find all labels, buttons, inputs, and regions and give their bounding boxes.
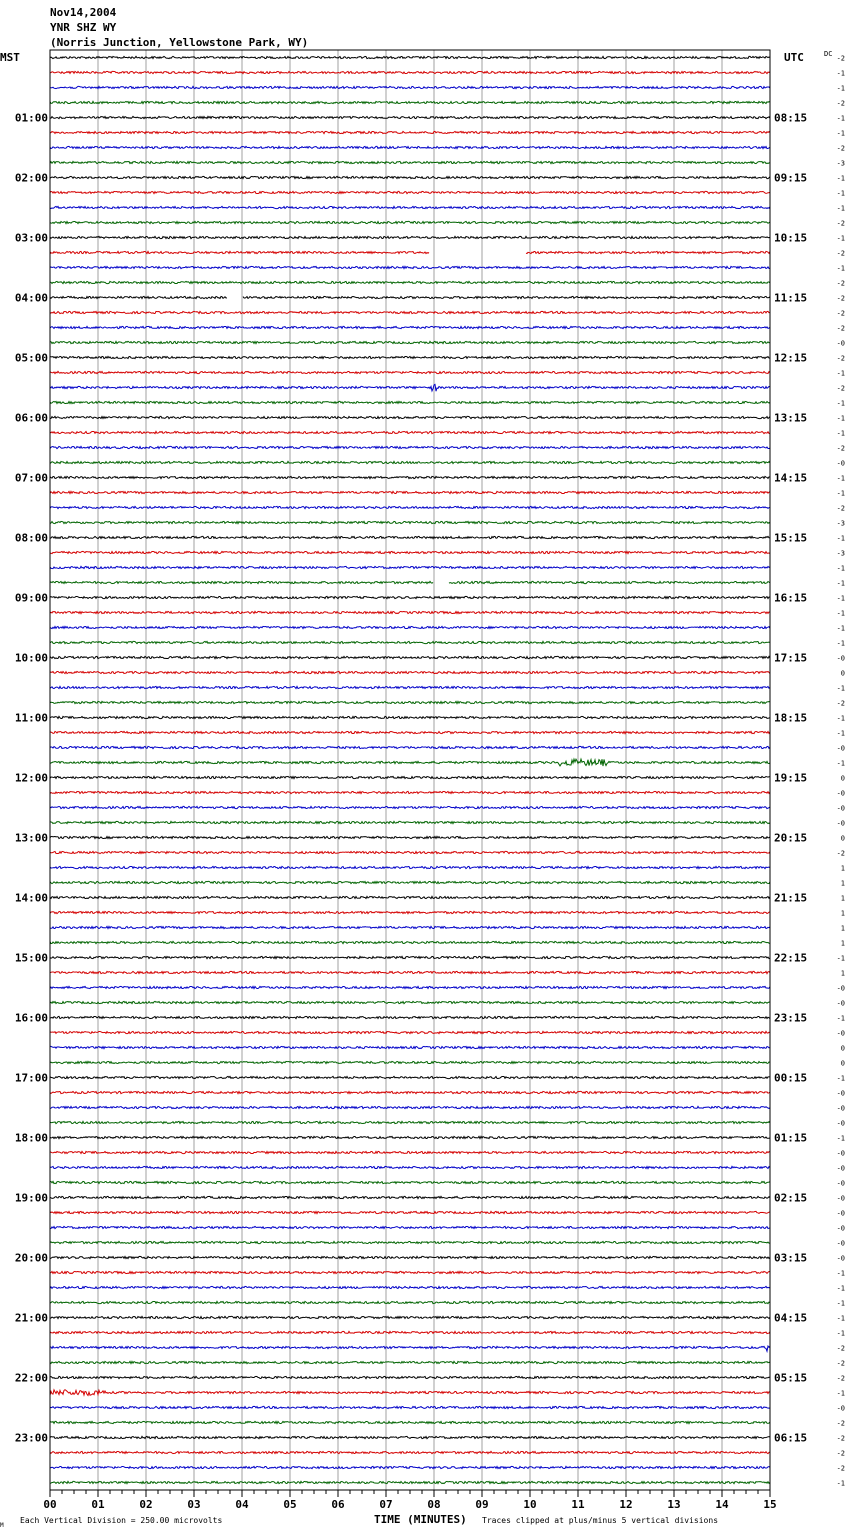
utc-hour-label: 12:15: [774, 351, 808, 365]
trace-row: [50, 1331, 770, 1333]
trace-row: [50, 759, 770, 766]
mst-hour-label: 17:00: [14, 1071, 48, 1085]
mst-hour-label: 02:00: [14, 171, 48, 185]
dc-offset-label: -0: [836, 804, 845, 813]
dc-offset-label: 1: [840, 939, 845, 948]
dc-offset-label: -1: [836, 729, 845, 738]
mst-hour-label: 14:00: [14, 891, 48, 905]
dc-offset-label: 1: [840, 909, 845, 918]
trace-row: [50, 1436, 770, 1438]
mst-hour-label: 01:00: [14, 111, 48, 125]
dc-offset-label: -1: [836, 84, 845, 93]
x-tick-label: 10: [523, 1498, 537, 1511]
grid: [98, 50, 722, 1490]
trace-row: [50, 1211, 770, 1213]
trace-row: [50, 86, 770, 88]
utc-hour-label: 09:15: [774, 171, 808, 185]
dc-offset-label: -1: [836, 1329, 845, 1338]
trace-row: [50, 1031, 770, 1033]
labels: [0, 6, 832, 1529]
trace-row: [50, 731, 770, 733]
dc-offset-label: -0: [836, 1179, 845, 1188]
trace-row: [50, 116, 770, 118]
utc-hour-label: 19:15: [774, 771, 808, 785]
trace-row: [50, 131, 770, 133]
x-tick-label: 15: [763, 1498, 777, 1511]
trace-row: [50, 446, 770, 448]
x-tick-label: 05: [283, 1498, 297, 1511]
dc-offset-label: -2: [836, 1419, 845, 1428]
dc-offset-label: -2: [836, 144, 845, 153]
utc-hour-label: 10:15: [774, 231, 808, 245]
mst-hour-label: 12:00: [14, 771, 48, 785]
utc-hour-label: 03:15: [774, 1251, 808, 1265]
mst-hour-label: 18:00: [14, 1131, 48, 1145]
dc-offset-label: -2: [836, 324, 845, 333]
dc-offset-label: -2: [836, 219, 845, 228]
trace-row: [50, 1001, 770, 1003]
trace-row: [50, 536, 770, 538]
trace-row: [50, 596, 770, 598]
x-tick-label: 04: [235, 1498, 249, 1511]
x-axis: [43, 1490, 776, 1511]
trace-row: [50, 521, 770, 523]
station-label: YNR SHZ WY: [50, 21, 117, 34]
dc-offset-label: -0: [836, 819, 845, 828]
mst-hour-label: 10:00: [14, 651, 48, 665]
location-label: (Norris Junction, Yellowstone Park, WY): [50, 36, 309, 49]
trace-row: [50, 1451, 770, 1453]
dc-offset-label: -1: [836, 609, 845, 618]
trace-row: [50, 1241, 770, 1243]
dc-offset-label: -2: [836, 354, 845, 363]
trace-row: [50, 1106, 770, 1108]
dc-offset-label: -2: [836, 309, 845, 318]
dc-offset-label: -0: [836, 1149, 845, 1158]
utc-hour-label: 17:15: [774, 651, 808, 665]
utc-hour-label: 01:15: [774, 1131, 808, 1145]
trace-row: [50, 491, 770, 493]
dc-offset-label: -0: [836, 654, 845, 663]
dc-offset-label: -1: [836, 414, 845, 423]
utc-hour-label: 04:15: [774, 1311, 808, 1325]
dc-offset-label: 1: [840, 969, 845, 978]
trace-row: [50, 221, 770, 223]
trace-row: [50, 506, 770, 508]
mst-hour-label: 19:00: [14, 1191, 48, 1205]
trace-row: [50, 581, 770, 583]
mst-hour-label: 23:00: [14, 1431, 48, 1445]
trace-row: [50, 236, 770, 238]
dc-offset-label: -0: [836, 789, 845, 798]
trace-row: [50, 476, 770, 478]
mst-hour-label: 09:00: [14, 591, 48, 605]
trace-row: [50, 791, 770, 793]
trace-row: [50, 851, 770, 853]
trace-row: [50, 821, 770, 823]
trace-row: [50, 251, 770, 253]
trace-row: [50, 1361, 770, 1363]
trace-row: [50, 371, 770, 373]
dc-offset-label: 1: [840, 924, 845, 933]
trace-row: [50, 911, 770, 913]
trace-row: [50, 176, 770, 178]
dc-offset-label: -1: [836, 954, 845, 963]
trace-row: [50, 1091, 770, 1093]
trace-row: [50, 836, 770, 838]
utc-hour-label: 15:15: [774, 531, 808, 545]
trace-row: [50, 1301, 770, 1303]
trace-row: [50, 626, 770, 628]
dc-offset-label: -2: [836, 849, 845, 858]
utc-zone-label: UTC: [784, 51, 804, 64]
dc-offset-label: -0: [836, 1254, 845, 1263]
trace-row: [50, 566, 770, 568]
x-tick-label: 14: [715, 1498, 729, 1511]
mst-hour-label: 21:00: [14, 1311, 48, 1325]
trace-row: [50, 401, 770, 403]
dc-offset-label: -2: [836, 1359, 845, 1368]
utc-hour-label: 23:15: [774, 1011, 808, 1025]
trace-row: [50, 71, 770, 73]
dc-offset-label: -1: [836, 639, 845, 648]
dc-offset-label: -1: [836, 759, 845, 768]
dc-offset-label: -1: [836, 489, 845, 498]
dc-offset-label: -0: [836, 999, 845, 1008]
trace-row: [50, 701, 770, 703]
trace-row: [50, 1061, 770, 1063]
trace-row: [50, 326, 770, 328]
dc-offset-label: -1: [836, 684, 845, 693]
dc-offset-label: 0: [840, 1044, 845, 1053]
mst-hour-label: 05:00: [14, 351, 48, 365]
dc-offset-label: -1: [836, 1389, 845, 1398]
trace-row: [50, 1121, 770, 1123]
dc-offset-label: -1: [836, 1074, 845, 1083]
dc-offset-label: -1: [836, 114, 845, 123]
dc-offset-label: -2: [836, 1449, 845, 1458]
dc-offset-label: -1: [836, 399, 845, 408]
trace-row: [50, 1226, 770, 1228]
trace-row: [50, 1390, 770, 1396]
plot-frame: [50, 50, 770, 1490]
x-tick-label: 06: [331, 1498, 345, 1511]
trace-row: [50, 1481, 770, 1483]
trace-row: [50, 551, 770, 553]
trace-row: [50, 1466, 770, 1468]
x-tick-label: 11: [571, 1498, 585, 1511]
dc-offset-label: -2: [836, 1434, 845, 1443]
traces: [50, 56, 770, 1483]
dc-offset-label: -1: [836, 1134, 845, 1143]
x-tick-label: 09: [475, 1498, 489, 1511]
trace-row: [50, 384, 770, 391]
frame: [50, 50, 770, 1490]
dc-offset-label: -2: [836, 1374, 845, 1383]
trace-row: [50, 1316, 770, 1318]
utc-hour-label: 05:15: [774, 1371, 808, 1385]
mst-hour-label: 08:00: [14, 531, 48, 545]
dc-offset-label: -2: [836, 384, 845, 393]
dc-offset-label: -0: [836, 1104, 845, 1113]
mst-hour-label: 04:00: [14, 291, 48, 305]
utc-hour-label: 20:15: [774, 831, 808, 845]
dc-offset-label: -1: [836, 1284, 845, 1293]
scale-text: Each Vertical Division = 250.00 microvolts: [20, 1516, 223, 1525]
dc-offset-label: -1: [836, 234, 845, 243]
corner-mark: M: [0, 1522, 4, 1529]
dc-offset-label: -2: [836, 1464, 845, 1473]
x-tick-label: 07: [379, 1498, 393, 1511]
trace-row: [50, 416, 770, 418]
x-tick-label: 13: [667, 1498, 681, 1511]
x-tick-label: 00: [43, 1498, 57, 1511]
trace-row: [50, 611, 770, 613]
mst-zone-label: MST: [0, 51, 20, 64]
trace-row: [50, 146, 770, 148]
dc-offset-label: -1: [836, 579, 845, 588]
mst-hour-label: 03:00: [14, 231, 48, 245]
trace-row: [50, 641, 770, 643]
dc-offset-label: 1: [840, 864, 845, 873]
utc-hour-label: 11:15: [774, 291, 808, 305]
trace-row: [50, 1346, 770, 1351]
utc-hour-label: 18:15: [774, 711, 808, 725]
date-label: Nov14,2004: [50, 6, 117, 19]
trace-row: [50, 926, 770, 928]
dc-offset-label: -0: [836, 1209, 845, 1218]
dc-offset-label: -2: [836, 294, 845, 303]
trace-row: [50, 776, 770, 778]
trace-row: [50, 1406, 770, 1408]
dc-offset-label: -1: [836, 429, 845, 438]
x-tick-label: 01: [91, 1498, 105, 1511]
dc-offset-label: -0: [836, 1194, 845, 1203]
dc-offset-label: -0: [836, 1089, 845, 1098]
utc-hour-label: 13:15: [774, 411, 808, 425]
dc-offset-label: -1: [836, 204, 845, 213]
trace-row: [50, 986, 770, 988]
trace-row: [50, 341, 770, 343]
mst-hour-label: 20:00: [14, 1251, 48, 1265]
trace-row: [50, 266, 770, 268]
trace-row: [50, 296, 770, 298]
dc-offset-label: -1: [836, 594, 845, 603]
dc-offset-label: 1: [840, 894, 845, 903]
x-tick-label: 08: [427, 1498, 441, 1511]
utc-hour-label: 21:15: [774, 891, 808, 905]
trace-row: [50, 671, 770, 673]
trace-row: [50, 656, 770, 658]
utc-hour-label: 16:15: [774, 591, 808, 605]
dc-offset-label: -2: [836, 54, 845, 63]
dc-offset-label: -1: [836, 69, 845, 78]
dc-offset-label: -1: [836, 129, 845, 138]
utc-hour-label: 06:15: [774, 1431, 808, 1445]
mst-hour-label: 11:00: [14, 711, 48, 725]
dc-offset-label: -1: [836, 1014, 845, 1023]
trace-row: [50, 971, 770, 973]
dc-offset-label: -0: [836, 984, 845, 993]
trace-row: [50, 1181, 770, 1183]
trace-row: [50, 1016, 770, 1018]
dc-offset-label: -2: [836, 444, 845, 453]
dc-offset-label: -2: [836, 99, 845, 108]
mst-hour-label: 06:00: [14, 411, 48, 425]
mst-hour-label: 22:00: [14, 1371, 48, 1385]
trace-row: [50, 311, 770, 313]
trace-row: [50, 806, 770, 808]
trace-row: [50, 161, 770, 163]
x-axis-label: TIME (MINUTES): [374, 1513, 467, 1526]
dc-offset-label: -2: [836, 279, 845, 288]
dc-offset-label: -1: [836, 189, 845, 198]
utc-hour-label: 02:15: [774, 1191, 808, 1205]
dc-offset-label: -0: [836, 744, 845, 753]
dc-offset-label: -0: [836, 1404, 845, 1413]
dc-offset-label: -0: [836, 339, 845, 348]
trace-row: [50, 881, 770, 883]
trace-row: [50, 281, 770, 283]
clip-text: Traces clipped at plus/minus 5 vertical divisions: [482, 1516, 719, 1525]
dc-offset-label: -0: [836, 459, 845, 468]
dc-offset-label: -1: [836, 264, 845, 273]
trace-row: [50, 191, 770, 193]
dc-offset-label: -1: [836, 534, 845, 543]
dc-offset-label: -1: [836, 369, 845, 378]
utc-hour-label: 22:15: [774, 951, 808, 965]
dc-offset-label: -2: [836, 1344, 845, 1353]
trace-row: [50, 1421, 770, 1423]
utc-hour-label: 14:15: [774, 471, 808, 485]
dc-offset-label: -1: [836, 1269, 845, 1278]
trace-row: [50, 896, 770, 898]
mst-hour-label: 13:00: [14, 831, 48, 845]
dc-offset-label: -1: [836, 1479, 845, 1488]
utc-hour-label: 08:15: [774, 111, 808, 125]
trace-row: [50, 1196, 770, 1198]
dc-offset-label: -1: [836, 564, 845, 573]
x-tick-label: 02: [139, 1498, 153, 1511]
dc-offset-label: -2: [836, 504, 845, 513]
dc-offset-label: -1: [836, 1314, 845, 1323]
trace-row: [50, 356, 770, 358]
dc-offset-label: 1: [840, 879, 845, 888]
trace-row: [50, 206, 770, 208]
trace-row: [50, 1151, 770, 1153]
dc-offset-label: -1: [836, 714, 845, 723]
dc-offset-label: -2: [836, 249, 845, 258]
utc-hour-label: 00:15: [774, 1071, 808, 1085]
mst-hour-label: 16:00: [14, 1011, 48, 1025]
dc-offset-label: -0: [836, 1119, 845, 1128]
trace-row: [50, 1046, 770, 1048]
dc-offset-label: -1: [836, 1299, 845, 1308]
dc-offset-label: -0: [836, 1224, 845, 1233]
dc-offset-label: -3: [836, 159, 845, 168]
dc-offset-label: -3: [836, 549, 845, 558]
dc-offset-label: -0: [836, 1029, 845, 1038]
dc-offset-label: 0: [840, 774, 845, 783]
trace-row: [50, 461, 770, 463]
trace-row: [50, 1271, 770, 1273]
trace-row: [50, 431, 770, 433]
trace-row: [50, 1286, 770, 1288]
trace-row: [50, 956, 770, 958]
dc-offset-label: 0: [840, 834, 845, 843]
dc-offset-label: -1: [836, 624, 845, 633]
dc-header-label: DC: [824, 50, 833, 58]
trace-row: [50, 1256, 770, 1258]
trace-row: [50, 746, 770, 748]
trace-row: [50, 1136, 770, 1138]
x-tick-label: 03: [187, 1498, 201, 1511]
trace-row: [50, 1376, 770, 1378]
trace-row: [50, 941, 770, 943]
trace-row: [50, 101, 770, 103]
dc-offset-label: -1: [836, 474, 845, 483]
dc-offset-label: -3: [836, 519, 845, 528]
mst-hour-label: 15:00: [14, 951, 48, 965]
dc-offset-label: 0: [840, 669, 845, 678]
trace-row: [50, 56, 770, 58]
mst-hour-label: 07:00: [14, 471, 48, 485]
trace-row: [50, 1076, 770, 1078]
trace-row: [50, 716, 770, 718]
dc-offset-label: -1: [836, 174, 845, 183]
x-tick-label: 12: [619, 1498, 633, 1511]
trace-row: [50, 1166, 770, 1168]
dc-offset-label: -2: [836, 699, 845, 708]
dc-offset-label: -0: [836, 1239, 845, 1248]
dc-offset-label: 0: [840, 1059, 845, 1068]
trace-row: [50, 686, 770, 688]
trace-row: [50, 866, 770, 868]
dc-offset-label: -0: [836, 1164, 845, 1173]
